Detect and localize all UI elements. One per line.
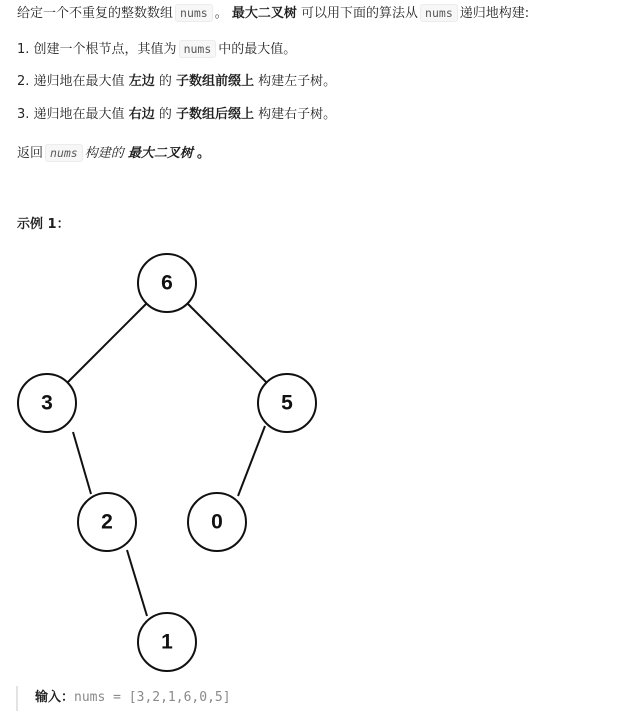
input-label: 输入： [35, 690, 75, 705]
step-3-text-3: 构建右子树。 [258, 107, 337, 122]
step-3-text-2: 的 [158, 107, 172, 122]
step-2-number: 2. [17, 74, 30, 89]
tree-node-1-label: 1 [161, 630, 173, 654]
return-bold: 最大二叉树 [127, 146, 193, 161]
tree-node-3 [18, 374, 76, 432]
tree-diagram [0, 240, 340, 680]
return-text-2: 构建的 [84, 146, 124, 161]
step-3-number: 3. [17, 107, 30, 122]
step-1-text-1: 创建一个根节点，其值为 [33, 42, 177, 57]
tree-node-6-label: 6 [161, 271, 173, 295]
edge-3-2 [73, 432, 91, 494]
step-2-text-2: 的 [158, 74, 172, 89]
edge-6-3 [68, 304, 146, 382]
tree-node-0 [188, 493, 246, 551]
max-binary-tree-term: 最大二叉树 [231, 6, 297, 21]
edge-5-0 [238, 426, 265, 496]
return-text-3: 。 [197, 146, 211, 161]
step-2 [17, 72, 336, 92]
step-1 [17, 39, 296, 60]
step-2-bold-1: 左边 [128, 74, 155, 89]
step-1-number: 1. [17, 42, 30, 57]
intro-paragraph [17, 3, 529, 24]
step-3-bold-2: 子数组后缀上 [176, 107, 255, 122]
tree-node-5-label: 5 [281, 391, 293, 415]
step-1-text-2: 中的最大值。 [218, 42, 297, 57]
step-3-bold-1: 右边 [128, 107, 155, 122]
return-text-1: 返回 [17, 146, 44, 161]
step-2-text-3: 构建左子树。 [258, 74, 337, 89]
edge-2-1 [127, 550, 147, 616]
step-2-text-1: 递归地在最大值 [33, 74, 125, 89]
tree-node-2 [78, 493, 136, 551]
nums-code-2: nums [420, 4, 458, 22]
tree-node-5 [258, 374, 316, 432]
nums-code: nums [175, 4, 213, 22]
example-heading [17, 215, 70, 235]
intro-text-1: 给定一个不重复的整数数组 [17, 6, 174, 21]
intro-text-2: 。 [214, 6, 228, 21]
input-value: nums = [3,2,1,6,0,5] [74, 690, 231, 705]
example-input-block [16, 686, 635, 711]
intro-text-3: 可以用下面的算法从 [301, 6, 419, 21]
tree-node-2-label: 2 [101, 510, 113, 534]
step-1-code: nums [179, 40, 217, 58]
return-nums-code: nums [45, 144, 83, 162]
tree-node-0-label: 0 [211, 510, 223, 534]
tree-node-3-label: 3 [41, 391, 53, 415]
return-paragraph [17, 143, 210, 164]
tree-node-6 [138, 254, 196, 312]
step-3 [17, 105, 336, 125]
step-3-text-1: 递归地在最大值 [33, 107, 125, 122]
step-2-bold-2: 子数组前缀上 [176, 74, 255, 89]
tree-node-1 [138, 613, 196, 671]
edge-6-5 [188, 304, 266, 382]
intro-text-4: 递归地构建: [459, 6, 530, 21]
example-heading-text: 示例 1： [17, 217, 70, 232]
